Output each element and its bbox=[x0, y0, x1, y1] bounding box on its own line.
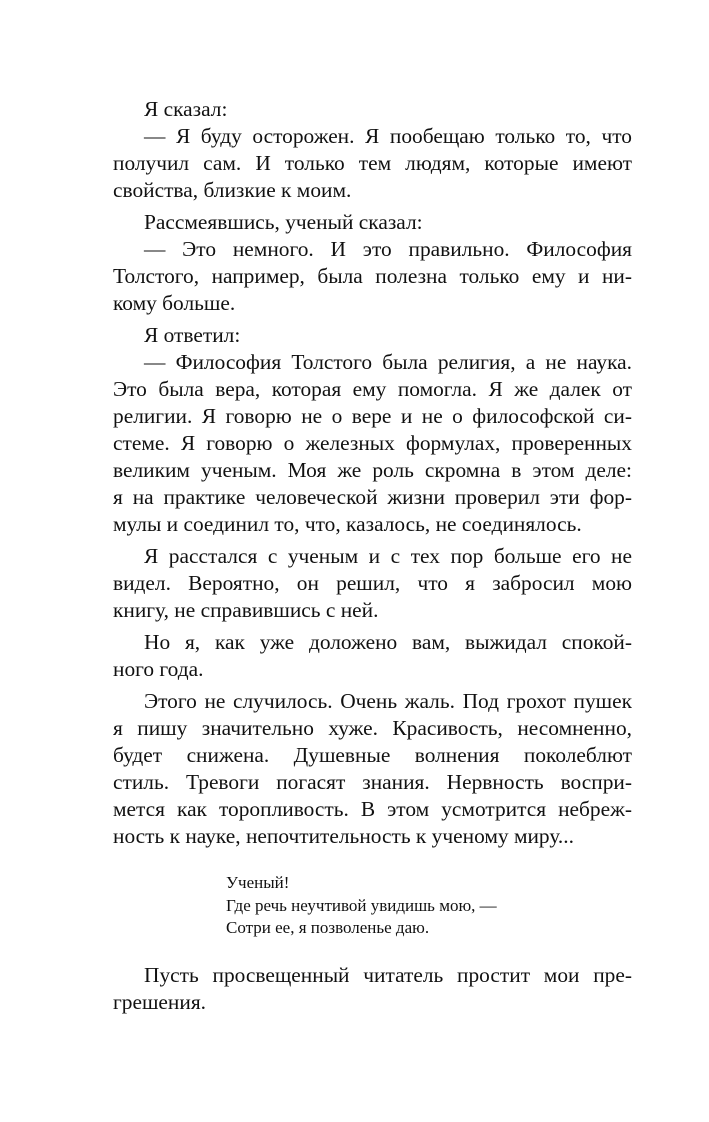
text-line: — Философия Толстого была религия, а не наука. bbox=[144, 350, 632, 374]
verse-quote bbox=[226, 872, 632, 940]
text-line: я на практике человеческой жизни проверил эти фор- bbox=[113, 485, 632, 509]
text-line: книгу, не справившись с ней. bbox=[113, 598, 379, 622]
text-line: Я сказал: bbox=[144, 97, 228, 121]
text-line: великим ученым. Моя же роль скромна в этом деле: bbox=[113, 458, 632, 482]
text-line: мулы и соединил то, что, казалось, не соединялось. bbox=[113, 512, 582, 536]
text-line: будет снижена. Душевные волнения поколеблют bbox=[113, 743, 632, 767]
text-line: религии. Я говорю не о вере и не о философской си- bbox=[113, 404, 632, 428]
text-line: я пишу значительно хуже. Красивость, несомненно, bbox=[113, 716, 632, 740]
verse-line: Где речь неучтивой увидишь мою, — bbox=[226, 895, 497, 915]
text-line: видел. Вероятно, он решил, что я забросил мою bbox=[113, 571, 632, 595]
text-line: кому больше. bbox=[113, 291, 236, 315]
text-line: Я расстался с ученым и с тех пор больше его не bbox=[144, 544, 632, 568]
text-line: Этого не случилось. Очень жаль. Под грохот пушек bbox=[144, 689, 632, 713]
verse-line: Ученый! bbox=[226, 873, 290, 892]
text-line: мется как торопливость. В этом усмотрится небреж- bbox=[113, 797, 632, 821]
text-line: стиль. Тревоги погасят знания. Нервность воспри- bbox=[113, 770, 632, 794]
verse-line: Сотри ее, я позволенье даю. bbox=[226, 918, 430, 937]
text-line: ность к науке, непочтительность к ученому миру... bbox=[113, 824, 574, 848]
closing-paragraph bbox=[113, 962, 632, 1016]
text-line: Пусть просвещенный читатель простит мои пре- bbox=[144, 962, 632, 987]
text-line: грешения. bbox=[113, 989, 207, 1014]
text-line: Это была вера, которая ему помогла. Я же далек от bbox=[113, 377, 632, 401]
text-line: Но я, как уже доложено вам, выжидал спокой- bbox=[144, 630, 632, 654]
text-line: Толстого, например, была полезна только ему и ни- bbox=[113, 264, 632, 288]
book-page bbox=[113, 96, 632, 1016]
text-line: получил сам. И только тем людям, которые имеют bbox=[113, 151, 632, 175]
text-line: стеме. Я говорю о железных формулах, проверенных bbox=[113, 431, 632, 455]
text-line: Рассмеявшись, ученый сказал: bbox=[144, 210, 423, 234]
text-line: ного года. bbox=[113, 657, 204, 681]
text-line: Я ответил: bbox=[144, 323, 241, 347]
text-line: — Это немного. И это правильно. Философия bbox=[144, 237, 632, 261]
text-line: — Я буду осторожен. Я пообещаю только то, что bbox=[144, 124, 632, 148]
text-line: свойства, близкие к моим. bbox=[113, 178, 352, 202]
